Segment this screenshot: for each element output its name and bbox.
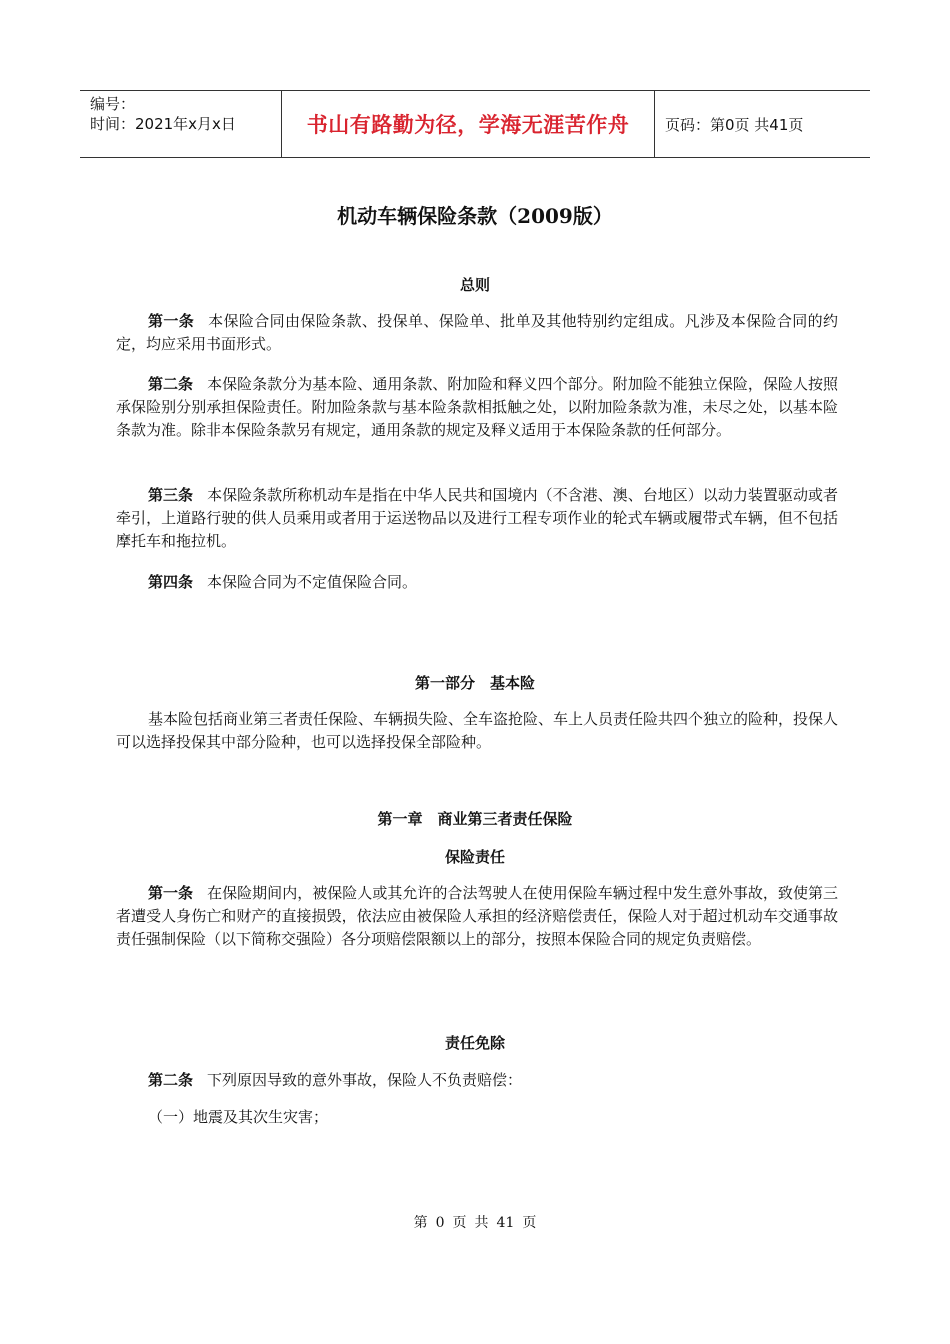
header-page-cell [655,91,870,157]
code-label: 编号： [90,95,136,113]
part1-heading: 第一部分 基本险 [414,674,535,692]
footer-gong: 共 [474,1215,489,1231]
footer-ye: 页 [452,1215,467,1231]
article-number: 第四条 [148,573,194,591]
footer-page-number: 0 [435,1215,445,1231]
article-number: 第三条 [148,486,194,504]
article-number: 第一条 [148,312,195,330]
general-heading: 总则 [459,276,490,294]
article-text: 下列原因导致的意外事故，保险人不负责赔偿： [207,1071,523,1089]
liability-heading: 保险责任 [444,848,505,866]
page-footer [0,1212,950,1232]
article-text: 本保险合同由保险条款、投保单、保险单、批单及其他特别约定组成。凡涉及本保险合同的约定，均应采用书面形式。 [116,312,838,353]
page-label: 页码：第0页 共41页 [665,115,804,134]
footer-total-pages: 41 [496,1215,515,1231]
article-text: 本保险条款所称机动车是指在中华人民共和国境内（不含港、澳、台地区）以动力装置驱动或者牵引，上道路行驶的供人员乘用或者用于运送物品以及进行工程专项作业的轮式车辆或履带式车辆，但不包括摩托车和拖拉机。 [116,486,838,550]
chapter1-heading: 第一章 商业第三者责任保险 [377,810,573,828]
chapter1-article-1 [116,882,838,951]
exclusion-heading: 责任免除 [444,1034,505,1052]
motto: 书山有路勤为径，学海无涯苦作舟 [306,113,630,137]
article-number: 第二条 [148,375,194,393]
exclusion-item-1: （一）地震及其次生灾害； [148,1108,329,1126]
footer-ye2: 页 [522,1215,537,1231]
article-number: 第一条 [148,884,194,902]
general-article-2 [116,373,838,442]
chapter1-article-2 [116,1069,838,1092]
header-table [80,90,870,158]
header-motto-cell [281,91,655,157]
document-title: 机动车辆保险条款（2009版） [337,204,613,228]
footer-di: 第 [413,1215,428,1231]
general-article-3 [116,484,838,553]
article-text: 本保险条款分为基本险、通用条款、附加险和释义四个部分。附加险不能独立保险，保险人按照承保险别分别承担保险责任。附加险条款与基本险条款相抵触之处，以附加险条款为准，未尽之处，以基本险条款为准。除非本保险条款另有规定，通用条款的规定及释义适用于本保险条款的任何部分。 [116,375,838,439]
part1-intro: 基本险包括商业第三者责任保险、车辆损失险、全车盗抢险、车上人员责任险共四个独立的险种，投保人可以选择投保其中部分险种，也可以选择投保全部险种。 [116,710,839,751]
article-number: 第二条 [148,1071,194,1089]
general-article-4 [116,571,838,594]
article-text: 本保险合同为不定值保险合同。 [207,573,418,591]
general-article-1 [116,310,838,356]
header-meta-cell [80,91,281,157]
article-text: 在保险期间内，被保险人或其允许的合法驾驶人在使用保险车辆过程中发生意外事故，致使第三者遭受人身伤亡和财产的直接损毁，依法应由被保险人承担的经济赔偿责任，保险人对于超过机动车交通事故责任强制保险（以下简称交强险）各分项赔偿限额以上的部分，按照本保险合同的规定负责赔偿。 [116,884,838,948]
time-label: 时间：2021年x月x日 [90,115,236,133]
